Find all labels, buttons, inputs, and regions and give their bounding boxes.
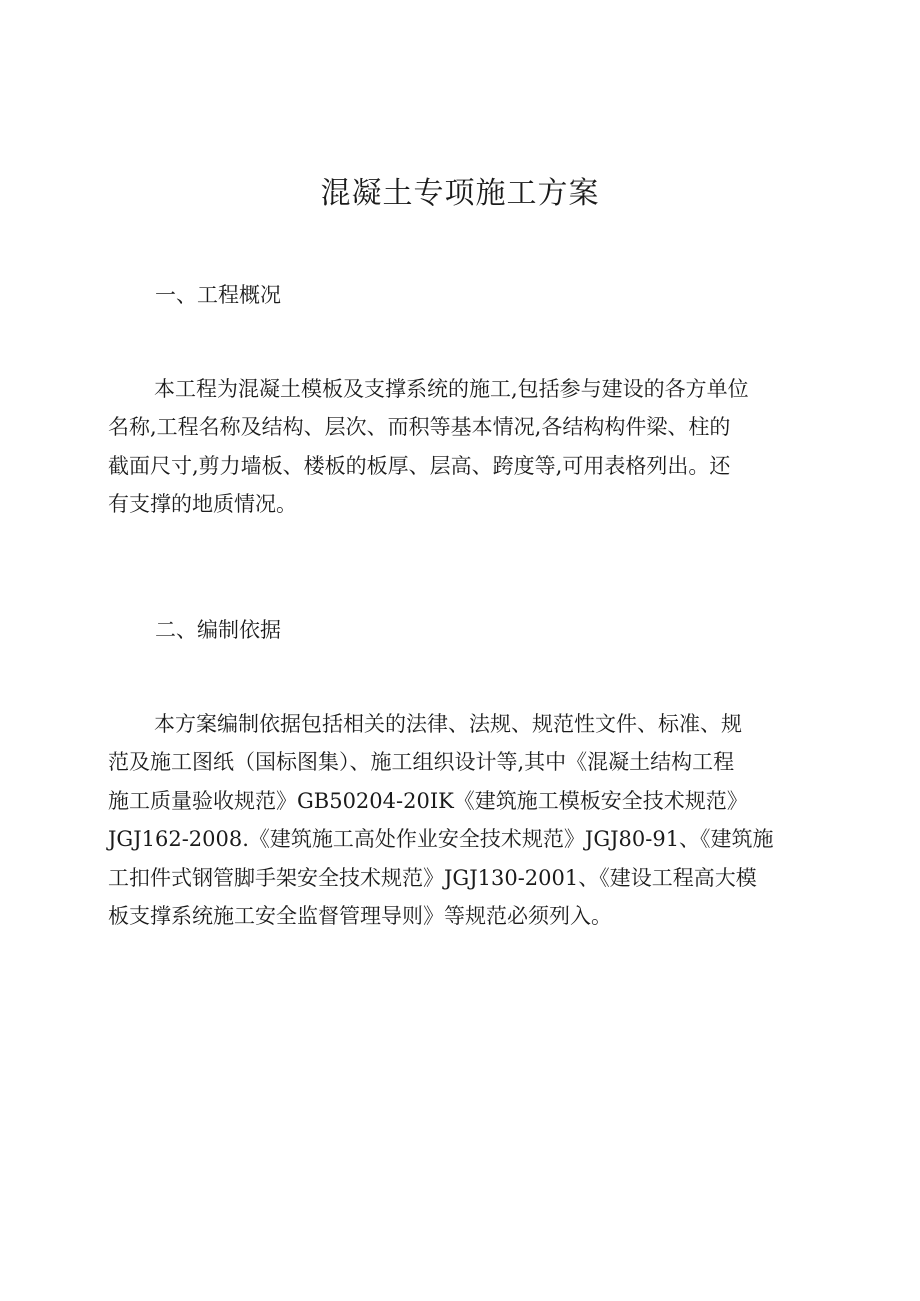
paragraph-line: 施工质量验收规范》GB50204-20IK《建筑施工模板安全技术规范》 xyxy=(108,788,748,813)
section-heading-basis: 二、编制依据 xyxy=(155,618,281,642)
paragraph-line: 板支撑系统施工安全监督管理导则》等规范必须列入。 xyxy=(108,904,612,929)
paragraph-line: 有支撑的地质情况。 xyxy=(108,492,297,517)
document-title: 混凝土专项施工方案 xyxy=(320,176,600,211)
paragraph-line: 范及施工图纸（国标图集）、施工组织设计等,其中《混凝土结构工程 xyxy=(108,750,735,775)
paragraph-line: 本方案编制依据包括相关的法律、法规、规范性文件、标准、规 xyxy=(154,712,742,736)
paragraph-line: 截面尺寸,剪力墙板、楼板的板厚、层高、跨度等,可用表格列出。还 xyxy=(108,453,731,478)
basis-paragraph xyxy=(108,705,820,935)
overview-paragraph xyxy=(108,370,820,524)
paragraph-line: 工扣件式钢管脚手架安全技术规范》JGJ130-2001、《建设工程高大模 xyxy=(108,865,757,890)
paragraph-line: 本工程为混凝土模板及支撑系统的施工,包括参与建设的各方单位 xyxy=(154,377,749,401)
paragraph-line: JGJ162-2008.《建筑施工高处作业安全技术规范》JGJ80-91、《建筑施 xyxy=(108,827,774,852)
section-heading-overview: 一、工程概况 xyxy=(155,283,281,307)
paragraph-line: 名称,工程名称及结构、层次、而积等基本情况,各结构构件梁、柱的 xyxy=(108,415,731,440)
